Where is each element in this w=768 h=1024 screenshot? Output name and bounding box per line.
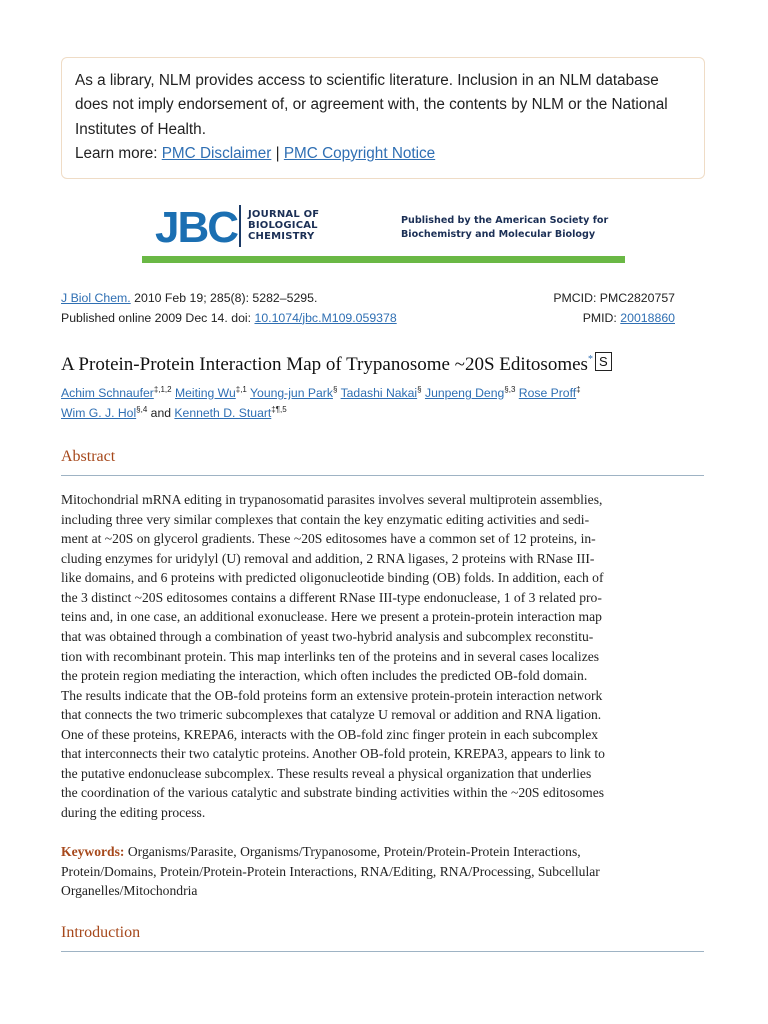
keywords-line: Protein/Domains, Protein/Protein-Protein Interactions, RNA/Editing, RNA/Processing, Subcellular [61, 863, 600, 879]
author-affiliation: ‡ [576, 384, 581, 394]
author-affiliation: ‡,1,2 [153, 384, 172, 394]
author-affiliation: § [417, 384, 422, 394]
journal-banner [0, 195, 768, 265]
logo-divider [239, 205, 241, 247]
abstract-line: that was obtained through a combination of yeast two-hybrid analysis and subcomplex reconstitu- [61, 628, 594, 644]
notice-line: Institutes of Health. [75, 120, 206, 138]
keywords-line [61, 842, 707, 862]
abstract-line: that connects the two trimeric subcomplexes that catalyze U removal or addition and RNA ligation. [61, 707, 602, 723]
author-link[interactable]: Wim G. J. Hol [61, 405, 137, 420]
abstract-line: tion with recombinant protein. This map interlinks ten of the proteins and in several cases localizes [61, 648, 600, 664]
notice-line: As a library, NLM provides access to scientific literature. Inclusion in an NLM database [75, 72, 659, 89]
banner-accent-bar [142, 256, 625, 263]
abstract-line: during the editing process. [61, 805, 206, 820]
abstract-line: that interconnects their two catalytic proteins. Another OB-fold protein, KREPA3, appears to link to [61, 746, 605, 762]
author-link[interactable]: Kenneth D. Stuart [174, 405, 272, 420]
abstract-line: The results indicate that the OB-fold proteins form an extensive protein-protein interaction network [61, 687, 603, 703]
keywords-text: Organisms/Parasite, Organisms/Trypanosome, Protein/Protein-Protein Interactions, [127, 844, 581, 859]
publisher-line: Published by the American Society for [401, 215, 609, 226]
author-link[interactable]: Tadashi Nakai [340, 386, 418, 400]
abstract-line: cluding enzymes for uridylyl (U) removal and addition, 2 RNA ligases, 2 proteins with RNase III- [61, 550, 595, 566]
pmc-copyright-link[interactable]: PMC Copyright Notice [283, 144, 436, 162]
author-link[interactable]: Rose Proff [518, 386, 577, 400]
citation-info [61, 289, 397, 328]
doi-link[interactable]: 10.1074/jbc.M109.059378 [254, 310, 397, 325]
author-link[interactable]: Meiting Wu [175, 386, 236, 400]
abstract-line: including three very similar complexes that contain the key enzymatic editing activities and sedi- [61, 511, 590, 527]
abstract-line: teins and, in one case, an additional exonuclease. Here we present a protein-protein interaction map [61, 609, 602, 625]
author-affiliation: ‡¶,5 [271, 404, 287, 414]
keywords-block [61, 842, 707, 901]
author-affiliation: §,3 [504, 384, 516, 394]
author-affiliation: ‡,1 [235, 384, 247, 394]
pmc-disclaimer-link[interactable]: PMC Disclaimer [161, 144, 272, 162]
article-title-row [61, 345, 612, 380]
article-title: A Protein-Protein Interaction Map of Trypanosome ~20S Editosomes [61, 354, 588, 375]
publisher-line: Biochemistry and Molecular Biology [401, 229, 596, 240]
journal-name-line: BIOLOGICAL [248, 220, 318, 231]
author-affiliation: §,4 [136, 404, 148, 414]
pmcid: PMCID: PMC2820757 [553, 291, 675, 305]
abstract-body [61, 490, 707, 823]
journal-name [248, 209, 319, 242]
publisher-statement [401, 214, 608, 242]
keywords-line: Organelles/Mitochondria [61, 883, 198, 898]
abstract-line: the putative endonuclease subcomplex. These results reveal a physical organization that underlies [61, 765, 592, 781]
learn-more-line [75, 142, 692, 166]
abstract-line: the coordination of the various catalytic and substrate binding activities within the ~20S editosomes [61, 785, 605, 801]
journal-name-line: JOURNAL OF [248, 209, 320, 220]
pmid-label: PMID: [582, 310, 617, 325]
author-affiliation: § [332, 384, 338, 394]
keywords-label: Keywords: [61, 844, 125, 859]
authors-and: and [150, 405, 172, 420]
author-link[interactable]: Young-jun Park [250, 386, 333, 400]
author-link[interactable]: Junpeng Deng [424, 386, 505, 400]
author-link[interactable]: Achim Schnaufer [61, 386, 154, 400]
abstract-heading: Abstract [61, 446, 704, 476]
abstract-line: Mitochondrial mRNA editing in trypanosomatid parasites involves several multiprotein assemblies, [61, 492, 603, 507]
supplemental-material-badge[interactable]: S [595, 352, 612, 371]
learn-more-label: Learn more: [75, 144, 158, 162]
notice-line: does not imply endorsement of, or agreement with, the contents by NLM or the National [75, 96, 668, 114]
introduction-heading: Introduction [61, 922, 704, 952]
citation-line-journal [61, 289, 397, 309]
link-separator: | [275, 144, 280, 162]
abstract-line: the 3 distinct ~20S editosomes contains a different RNase III-type endonuclease, 1 of 3 related pro- [61, 589, 602, 605]
published-online: Published online 2009 Dec 14. doi: [61, 310, 252, 325]
abstract-line: One of these proteins, KREPA6, interacts with the OB-fold zinc finger protein in each subcomplex [61, 726, 599, 742]
jbc-logo: JBC [155, 203, 238, 252]
journal-details: 2010 Feb 19; 285(8): 5282–5295. [134, 291, 318, 305]
article-identifiers [553, 289, 675, 328]
abstract-line: ment at ~20S on glycerol gradients. These ~20S editosomes have a common set of 12 proteins, in- [61, 531, 596, 547]
journal-name-line: CHEMISTRY [248, 231, 315, 242]
pmid-link[interactable]: 20018860 [620, 310, 675, 325]
abstract-line: like domains, and 6 proteins with predicted oligonucleotide binding (OB) folds. In addition, each of [61, 570, 604, 586]
journal-link[interactable]: J Biol Chem. [61, 291, 131, 305]
author-list [61, 384, 701, 423]
title-footnote-link[interactable]: * [587, 354, 593, 365]
pmid-line [553, 309, 675, 329]
nlm-notice-box [61, 57, 705, 179]
citation-line-doi [61, 309, 397, 329]
abstract-line: the protein region mediating the interaction, which often includes the predicted OB-fold domain. [61, 668, 588, 684]
